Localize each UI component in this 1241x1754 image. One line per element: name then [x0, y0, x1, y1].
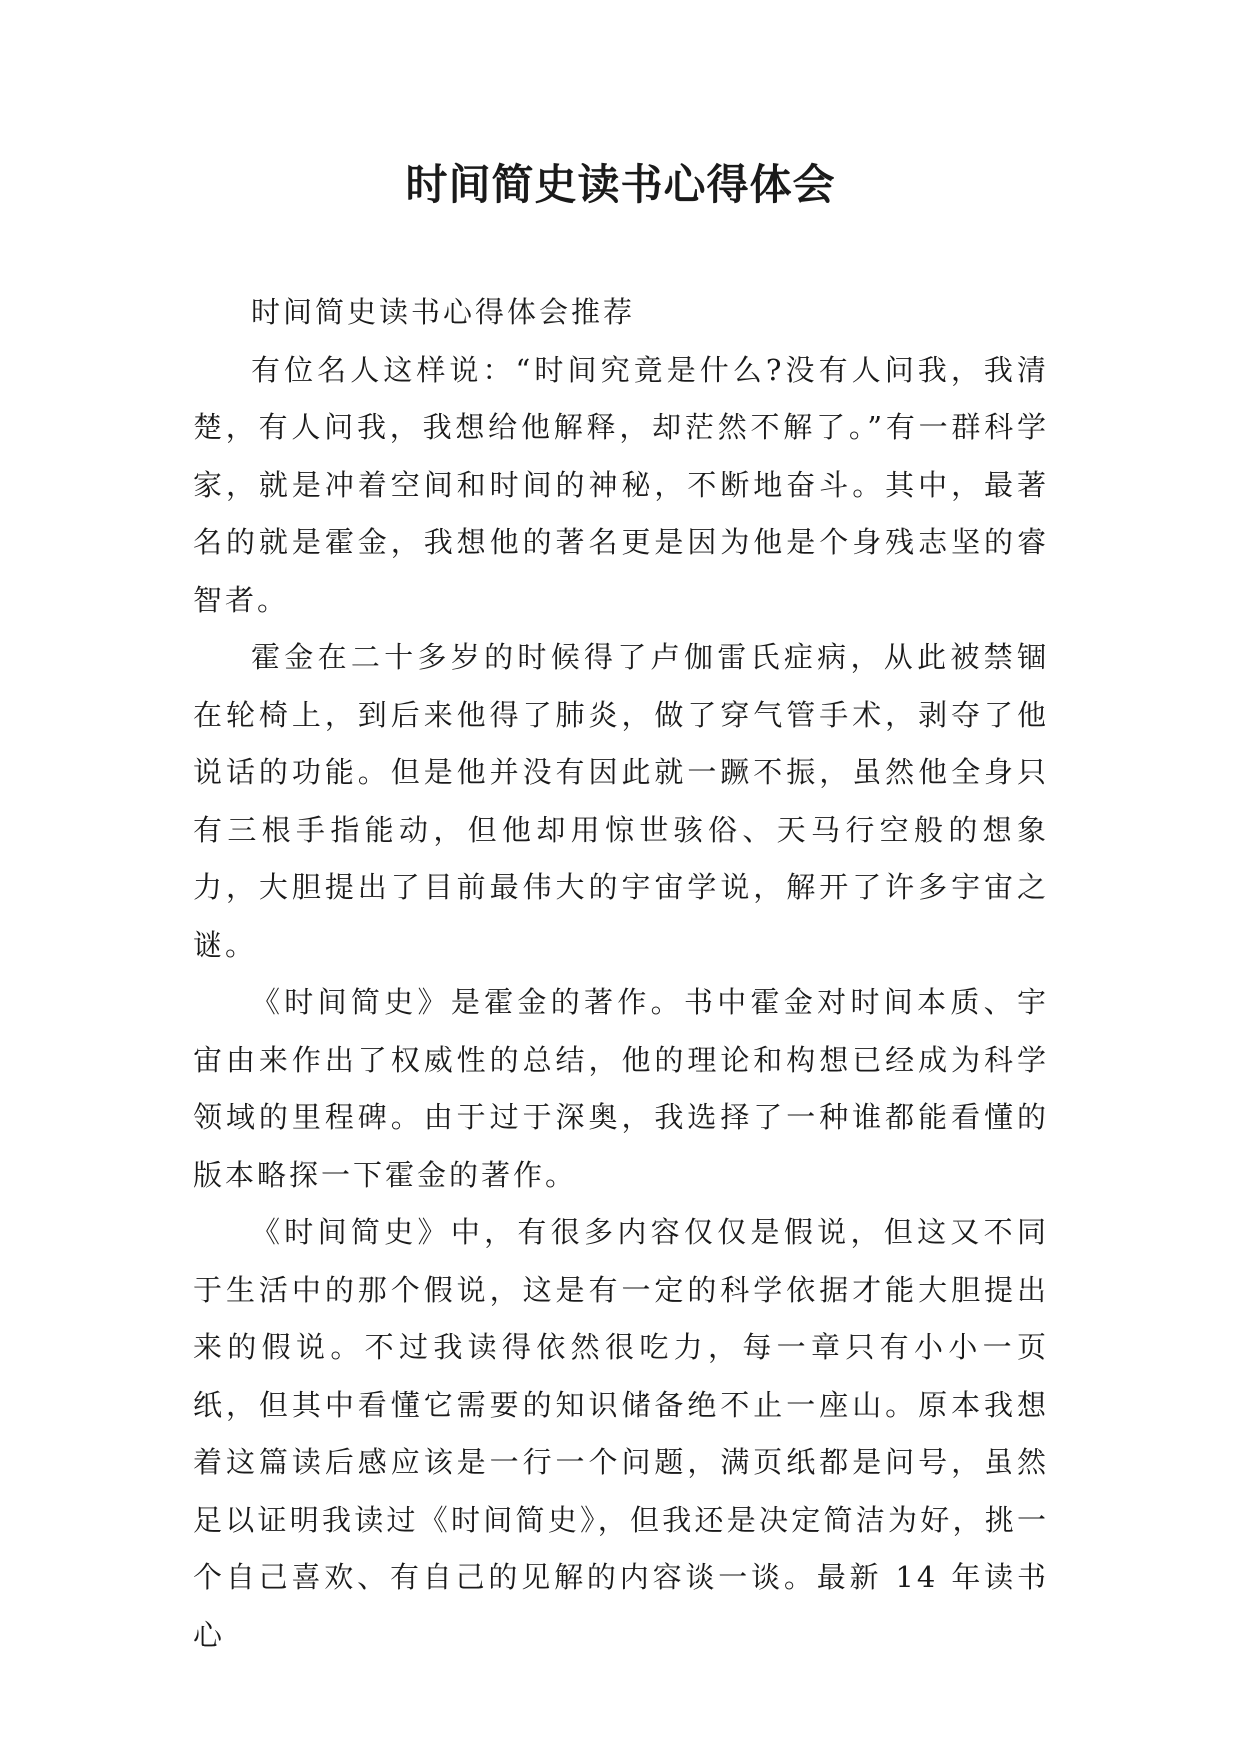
paragraph: 《时间简史》中，有很多内容仅仅是假说，但这又不同于生活中的那个假说，这是有一定的科学依据才能大胆提出来的假说。不过我读得依然很吃力，每一章只有小小一页纸，但其中看懂它需要的知识储备绝不止一座山。原本我想着这篇读后感应该是一行一个问题，满页纸都是问号，虽然足以证明我读过《时间简史》，但我还是决定简洁为好，挑一个自己喜欢、有自己的见解的内容谈一谈。最新 14 年读书心 [193, 1215, 1049, 1652]
document-title: 时间简史读书心得体会 [405, 160, 836, 209]
paragraph: 《时间简史》是霍金的著作。书中霍金对时间本质、宇宙由来作出了权威性的总结，他的理论和构想已经成为科学领域的里程碑。由于过于深奥，我选择了一种谁都能看懂的版本略探一下霍金的著作。 [193, 985, 1049, 1192]
paragraph: 霍金在二十多岁的时候得了卢伽雷氏症病，从此被禁锢在轮椅上，到后来他得了肺炎，做了穿气管手术，剥夺了他说话的功能。但是他并没有因此就一蹶不振，虽然他全身只有三根手指能动，但他却用惊世骇俗、天马行空般的想象力，大胆提出了目前最伟大的宇宙学说，解开了许多宇宙之谜。 [193, 640, 1049, 962]
document-body [193, 284, 1049, 1664]
paragraph: 有位名人这样说：“时间究竟是什么?没有人问我，我清楚，有人问我，我想给他解释，却茫然不解了。”有一群科学家，就是冲着空间和时间的神秘，不断地奋斗。其中，最著名的就是霍金，我想他的著名更是因为他是个身残志坚的睿智者。 [193, 352, 1049, 617]
paragraph-subtitle: 时间简史读书心得体会推荐 [251, 295, 636, 329]
